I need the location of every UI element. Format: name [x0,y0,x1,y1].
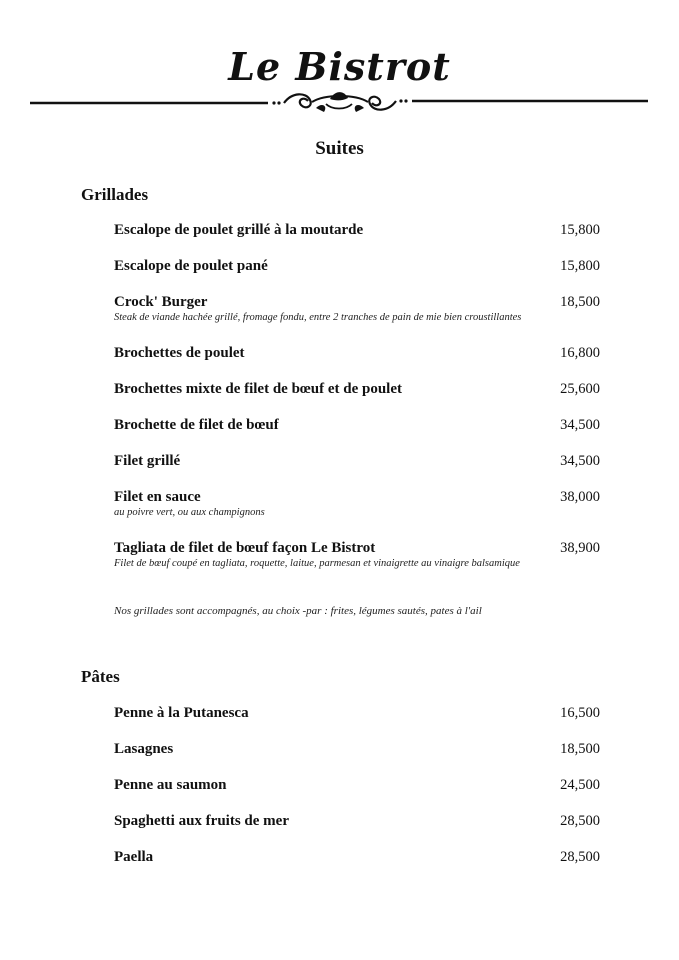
section-title-pates: Pâtes [81,667,120,686]
item-name: Brochettes mixte de filet de bœuf et de poulet [114,381,403,397]
item-price: 16,800 [560,345,600,361]
item-name: Penne à la Putanesca [114,705,249,721]
item-name: Filet en sauce [114,489,201,505]
item-description: Filet de bœuf coupé en tagliata, roquette, laitue, parmesan et vinaigrette au vinaigre balsamique [114,558,520,569]
menu-item [114,540,600,569]
item-description: au poivre vert, ou aux champignons [114,507,265,518]
menu-item [114,489,600,518]
item-price: 34,500 [560,417,600,433]
menu-item [114,705,600,722]
menu-item [114,417,600,434]
item-price: 28,500 [560,849,600,865]
item-name: Tagliata de filet de bœuf façon Le Bistrot [114,540,376,556]
item-price: 18,500 [560,741,600,757]
item-name: Brochettes de poulet [114,345,245,361]
accompaniment-note: Nos grillades sont accompagnés, au choix -par : frites, légumes sautés, pates à l'ail [114,605,482,617]
item-name: Spaghetti aux fruits de mer [114,813,289,829]
brand-logo: Le Bistrot [228,44,451,89]
menu-item [114,258,600,275]
menu-item [114,849,600,866]
menu-item [114,813,600,830]
ornament-divider [30,88,650,118]
item-price: 34,500 [560,453,600,469]
item-price: 38,900 [560,540,600,556]
menu-item [114,453,600,470]
item-name: Filet grillé [114,453,181,469]
page-title: Suites [315,138,364,159]
menu-item [114,777,600,794]
menu-item [114,294,600,323]
item-price: 25,600 [560,381,600,397]
item-name: Crock' Burger [114,294,208,310]
item-name: Lasagnes [114,741,174,757]
item-price: 15,800 [560,222,600,238]
section-title-grillades: Grillades [81,185,149,204]
item-price: 28,500 [560,813,600,829]
menu-item [114,222,600,239]
item-description: Steak de viande hachée grillé, fromage fondu, entre 2 tranches de pain de mie bien croustillantes [114,312,522,323]
item-price: 38,000 [560,489,600,505]
item-name: Paella [114,849,154,865]
item-price: 24,500 [560,777,600,793]
item-price: 15,800 [560,258,600,274]
item-name: Brochette de filet de bœuf [114,417,279,433]
menu-item [114,741,600,758]
item-name: Penne au saumon [114,777,227,793]
item-name: Escalope de poulet grillé à la moutarde [114,222,364,238]
menu-item [114,345,600,362]
item-price: 16,500 [560,705,600,721]
item-price: 18,500 [560,294,600,310]
item-name: Escalope de poulet pané [114,258,268,274]
menu-item [114,381,600,398]
